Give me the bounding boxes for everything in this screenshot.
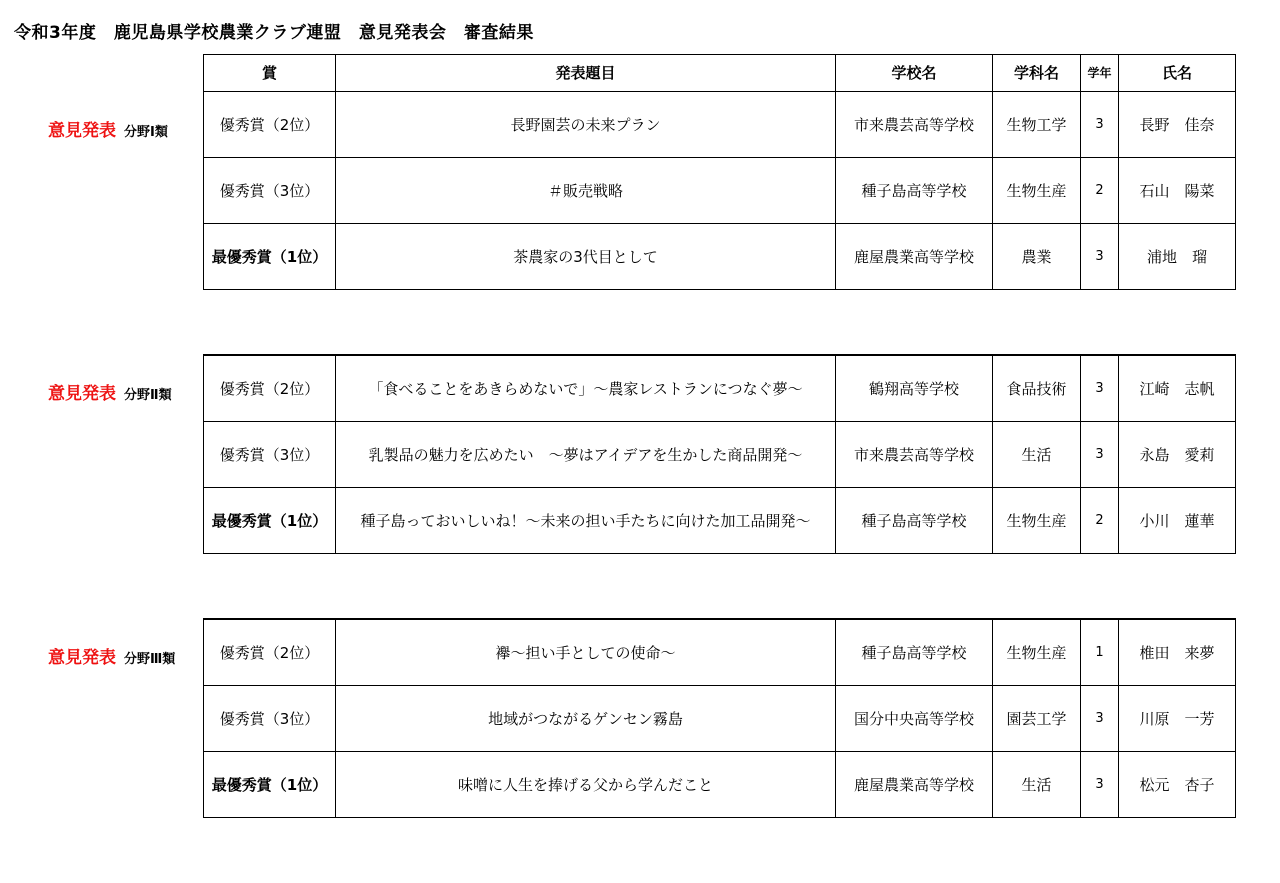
title-cell: 茶農家の3代目として (336, 224, 836, 290)
name-cell: 浦地 瑠 (1119, 224, 1236, 290)
section-kind: 意見発表 (48, 384, 116, 404)
table-row (204, 752, 1236, 818)
school-cell: 鹿屋農業高等学校 (836, 752, 993, 818)
table-row (204, 92, 1236, 158)
grade-cell: 3 (1081, 752, 1119, 818)
result-table-1 (203, 54, 1236, 290)
section-label-2 (48, 379, 172, 404)
header-award: 賞 (204, 55, 336, 92)
name-cell: 松元 杏子 (1119, 752, 1236, 818)
school-cell: 種子島高等学校 (836, 619, 993, 686)
title-cell: 種子島っておいしいね！～未来の担い手たちに向けた加工品開発～ (336, 488, 836, 554)
name-cell: 江崎 志帆 (1119, 355, 1236, 422)
name-cell: 永島 愛莉 (1119, 422, 1236, 488)
grade-cell: 3 (1081, 686, 1119, 752)
title-cell: 長野園芸の未来プラン (336, 92, 836, 158)
department-cell: 生物工学 (993, 92, 1081, 158)
table-row (204, 355, 1236, 422)
section-label-1 (48, 116, 168, 141)
school-cell: 鶴翔高等学校 (836, 355, 993, 422)
title-cell: 「食べることをあきらめないで」～農家レストランにつなぐ夢～ (336, 355, 836, 422)
result-table-3 (203, 618, 1236, 818)
table-row (204, 224, 1236, 290)
department-cell: 園芸工学 (993, 686, 1081, 752)
title-cell: 地域がつながるゲンセン霧島 (336, 686, 836, 752)
school-cell: 種子島高等学校 (836, 158, 993, 224)
school-cell: 市来農芸高等学校 (836, 422, 993, 488)
name-cell: 椎田 来夢 (1119, 619, 1236, 686)
page-title: 令和3年度 鹿児島県学校農業クラブ連盟 意見発表会 審査結果 (14, 23, 534, 43)
table-row (204, 619, 1236, 686)
department-cell: 生物生産 (993, 488, 1081, 554)
department-cell: 生活 (993, 752, 1081, 818)
result-table-2 (203, 354, 1236, 554)
department-cell: 生活 (993, 422, 1081, 488)
award-cell: 優秀賞（2位） (204, 619, 336, 686)
grade-cell: 2 (1081, 488, 1119, 554)
school-cell: 市来農芸高等学校 (836, 92, 993, 158)
award-cell: 優秀賞（2位） (204, 355, 336, 422)
name-cell: 川原 一芳 (1119, 686, 1236, 752)
table-row (204, 422, 1236, 488)
award-cell: 最優秀賞（1位） (204, 488, 336, 554)
award-cell: 優秀賞（2位） (204, 92, 336, 158)
table-row (204, 686, 1236, 752)
section-kind: 意見発表 (48, 121, 116, 141)
school-cell: 国分中央高等学校 (836, 686, 993, 752)
name-cell: 小川 蓮華 (1119, 488, 1236, 554)
title-cell: 襷～担い手としての使命～ (336, 619, 836, 686)
title-cell: 味噌に人生を捧げる父から学んだこと (336, 752, 836, 818)
title-cell: 乳製品の魅力を広めたい ～夢はアイデアを生かした商品開発～ (336, 422, 836, 488)
grade-cell: 3 (1081, 422, 1119, 488)
department-cell: 食品技術 (993, 355, 1081, 422)
grade-cell: 3 (1081, 224, 1119, 290)
table-row (204, 488, 1236, 554)
header-department: 学科名 (993, 55, 1081, 92)
department-cell: 生物生産 (993, 619, 1081, 686)
award-cell: 優秀賞（3位） (204, 686, 336, 752)
section-field: 分野Ⅱ類 (124, 388, 172, 403)
grade-cell: 3 (1081, 92, 1119, 158)
header-grade: 学年 (1081, 55, 1119, 92)
header-title: 発表題目 (336, 55, 836, 92)
grade-cell: 1 (1081, 619, 1119, 686)
department-cell: 生物生産 (993, 158, 1081, 224)
award-cell: 優秀賞（3位） (204, 158, 336, 224)
section-field: 分野Ⅰ類 (124, 125, 168, 140)
award-cell: 最優秀賞（1位） (204, 224, 336, 290)
award-cell: 最優秀賞（1位） (204, 752, 336, 818)
name-cell: 長野 佳奈 (1119, 92, 1236, 158)
award-cell: 優秀賞（3位） (204, 422, 336, 488)
grade-cell: 2 (1081, 158, 1119, 224)
header-name: 氏名 (1119, 55, 1236, 92)
section-label-3 (48, 643, 175, 668)
section-field: 分野Ⅲ類 (124, 652, 176, 667)
department-cell: 農業 (993, 224, 1081, 290)
section-kind: 意見発表 (48, 648, 116, 668)
header-school: 学校名 (836, 55, 993, 92)
name-cell: 石山 陽菜 (1119, 158, 1236, 224)
school-cell: 種子島高等学校 (836, 488, 993, 554)
school-cell: 鹿屋農業高等学校 (836, 224, 993, 290)
table-header-row (204, 55, 1236, 92)
table-row (204, 158, 1236, 224)
title-cell: ＃販売戦略 (336, 158, 836, 224)
grade-cell: 3 (1081, 355, 1119, 422)
